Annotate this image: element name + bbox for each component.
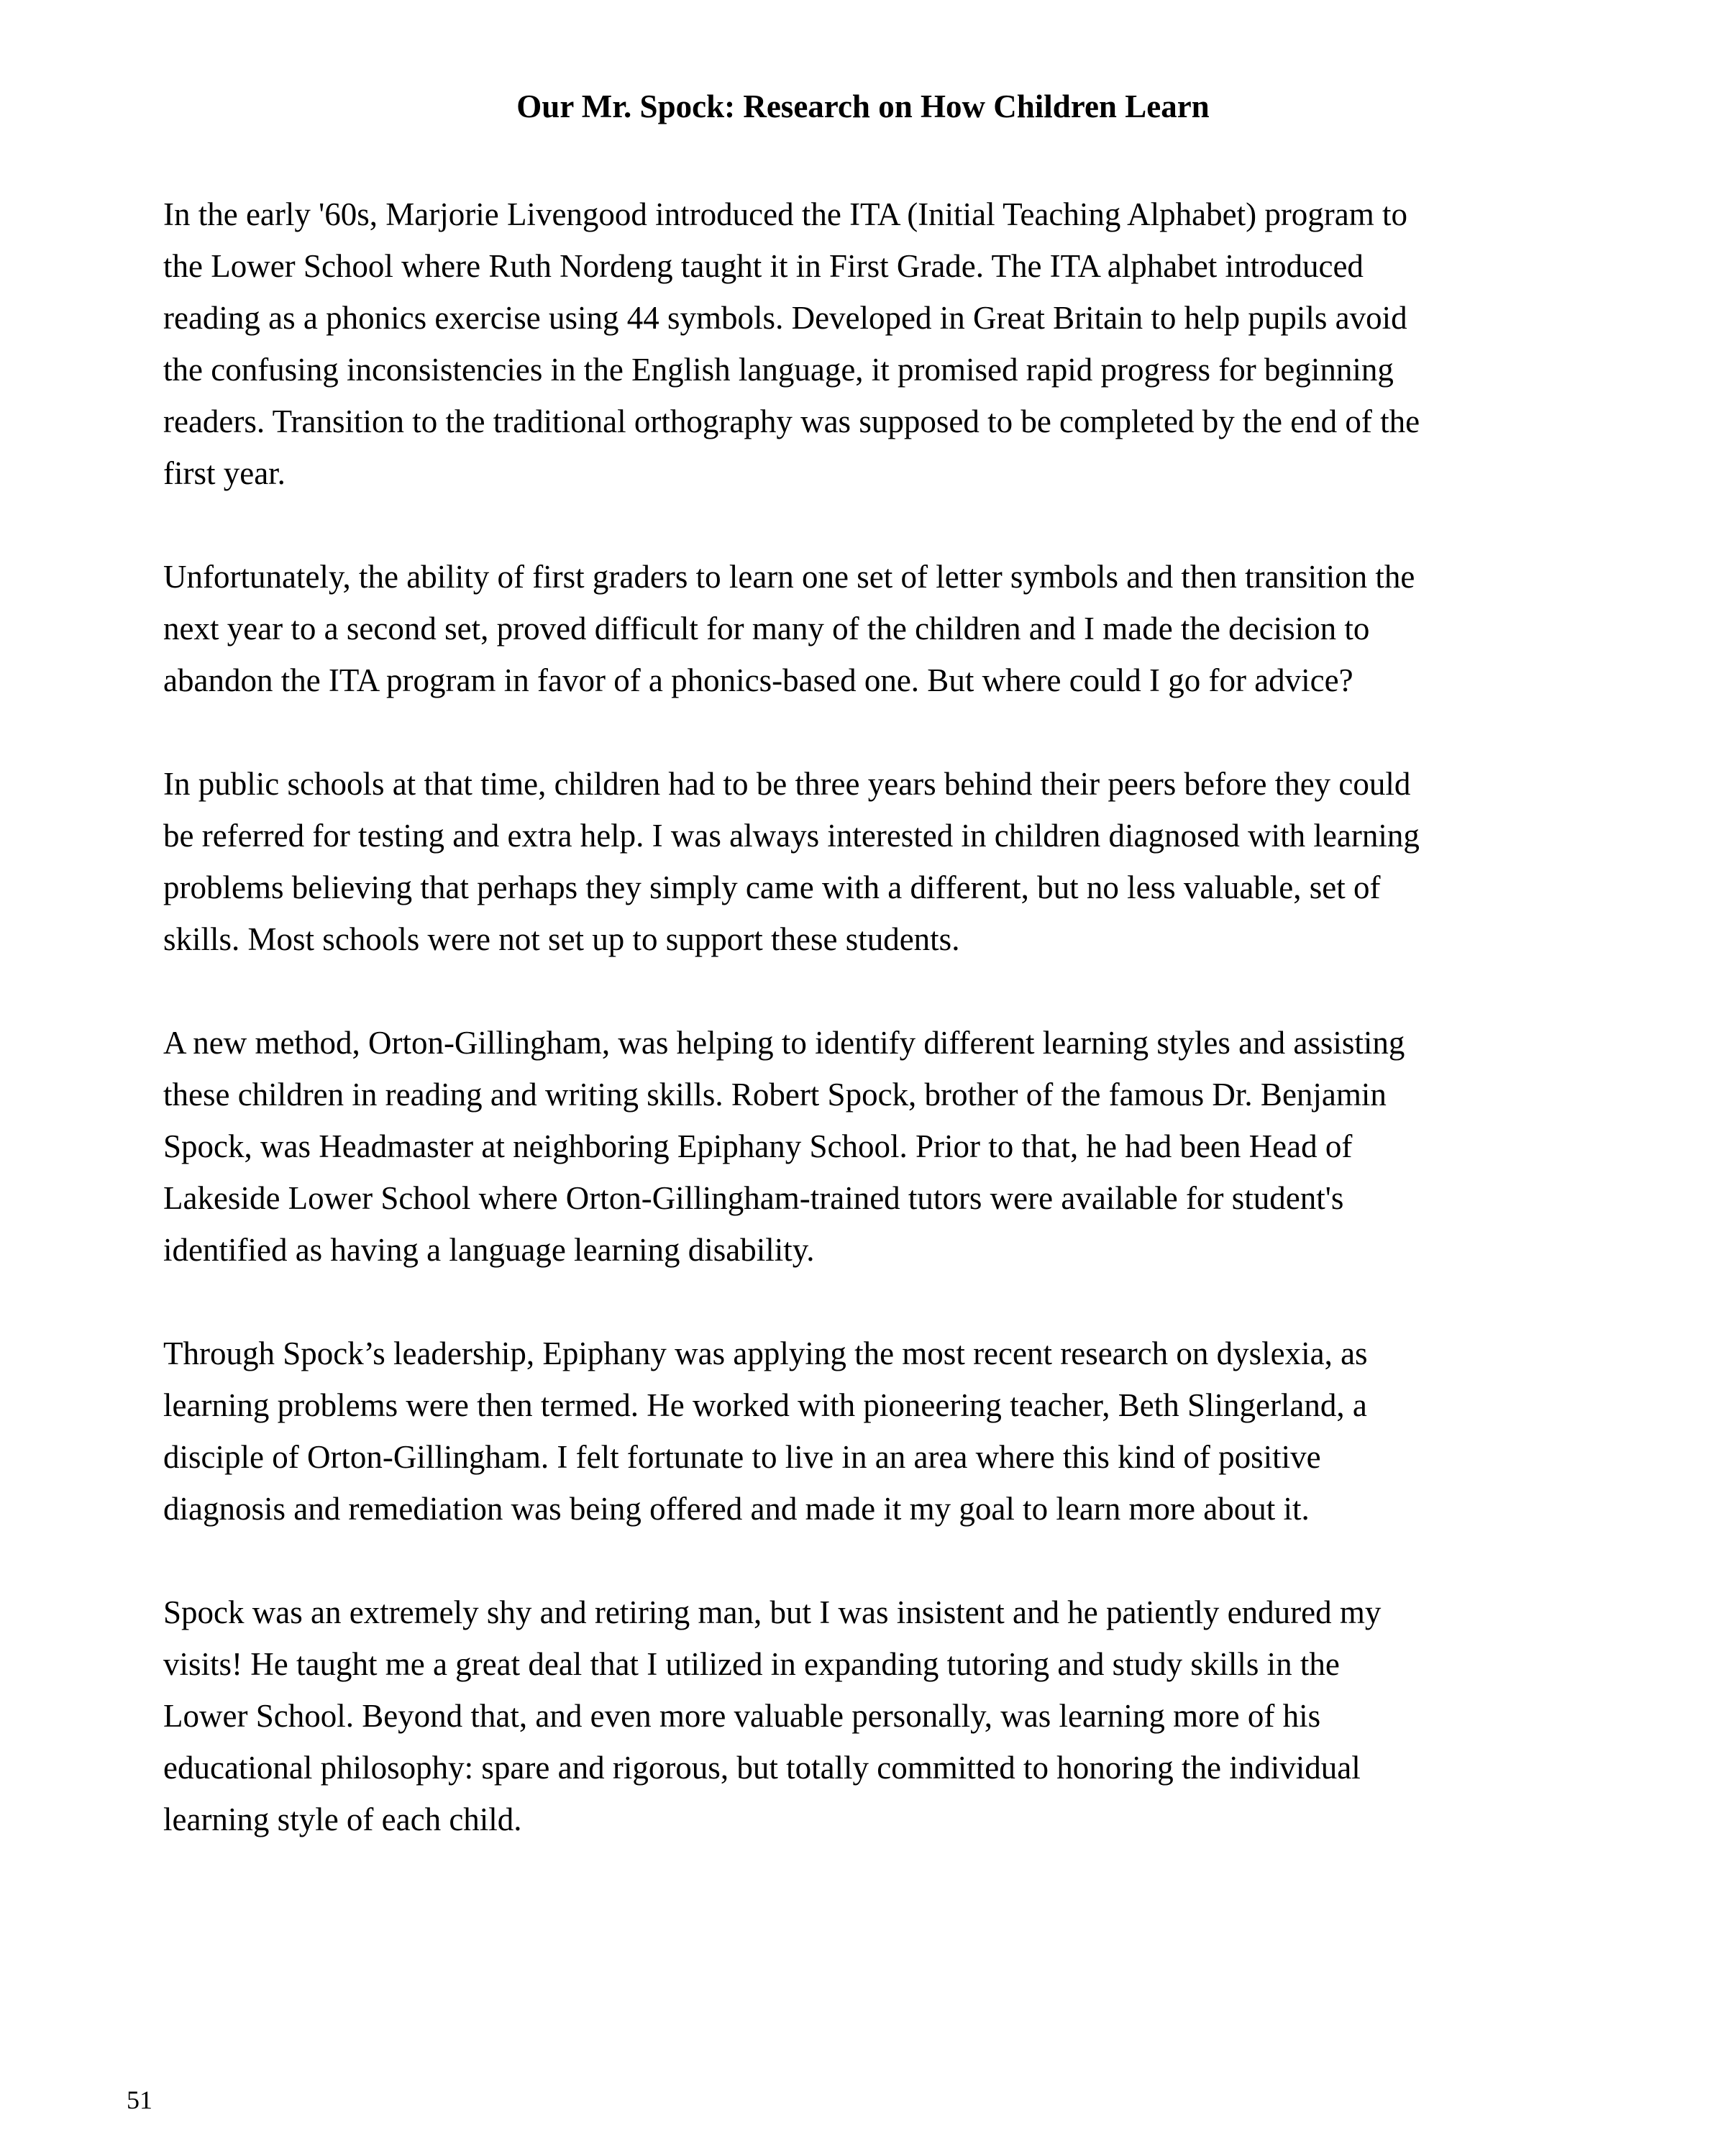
text-line: diagnosis and remediation was being offered and made it my goal to learn more about it. bbox=[163, 1491, 1310, 1527]
text-line: skills. Most schools were not set up to support these students. bbox=[163, 921, 960, 957]
text-line: disciple of Orton-Gillingham. I felt fortunate to live in an area where this kind of positive bbox=[163, 1439, 1321, 1475]
text-line: Spock, was Headmaster at neighboring Epiphany School. Prior to that, he had been Head of bbox=[163, 1128, 1353, 1164]
text-line: reading as a phonics exercise using 44 symbols. Developed in Great Britain to help pupils avoid bbox=[163, 300, 1407, 336]
text-line: the confusing inconsistencies in the English language, it promised rapid progress for beginning bbox=[163, 352, 1394, 388]
text-line: abandon the ITA program in favor of a phonics-based one. But where could I go for advice? bbox=[163, 662, 1353, 698]
text-line: these children in reading and writing skills. Robert Spock, brother of the famous Dr. Benjamin bbox=[163, 1077, 1387, 1113]
page-number: 51 bbox=[127, 2086, 152, 2114]
text-line: educational philosophy: spare and rigorous, but totally committed to honoring the individual bbox=[163, 1750, 1361, 1786]
text-line: visits! He taught me a great deal that I utilized in expanding tutoring and study skills in the bbox=[163, 1646, 1340, 1682]
paragraph-5 bbox=[163, 1328, 1573, 1535]
text-line: learning style of each child. bbox=[163, 1801, 522, 1837]
text-line: readers. Transition to the traditional orthography was supposed to be completed by the end of the bbox=[163, 403, 1420, 439]
paragraph-6 bbox=[163, 1586, 1573, 1845]
text-line: learning problems were then termed. He worked with pioneering teacher, Beth Slingerland, a bbox=[163, 1387, 1367, 1423]
text-line: Unfortunately, the ability of first graders to learn one set of letter symbols and then transition the bbox=[163, 559, 1415, 595]
paragraph-2 bbox=[163, 551, 1573, 706]
text-line: Spock was an extremely shy and retiring man, but I was insistent and he patiently endured my bbox=[163, 1594, 1382, 1630]
text-line: Through Spock’s leadership, Epiphany was applying the most recent research on dyslexia, as bbox=[163, 1335, 1368, 1371]
text-line: Lower School. Beyond that, and even more valuable personally, was learning more of his bbox=[163, 1698, 1321, 1734]
text-line: Lakeside Lower School where Orton-Gillingham-trained tutors were available for student's bbox=[163, 1180, 1344, 1216]
text-line: next year to a second set, proved difficult for many of the children and I made the decision to bbox=[163, 611, 1370, 647]
text-line: the Lower School where Ruth Nordeng taught it in First Grade. The ITA alphabet introduced bbox=[163, 248, 1364, 284]
paragraph-4 bbox=[163, 1017, 1573, 1276]
text-line: be referred for testing and extra help. I was always interested in children diagnosed with learning bbox=[163, 818, 1420, 854]
text-line: A new method, Orton-Gillingham, was helping to identify different learning styles and assisting bbox=[163, 1025, 1405, 1061]
paragraph-1 bbox=[163, 188, 1573, 499]
text-line: problems believing that perhaps they simply came with a different, but no less valuable, set of bbox=[163, 869, 1381, 905]
text-line: In public schools at that time, children had to be three years behind their peers before they could bbox=[163, 766, 1411, 802]
page-title: Our Mr. Spock: Research on How Children Learn bbox=[516, 88, 1210, 124]
text-line: first year. bbox=[163, 455, 286, 491]
paragraph-3 bbox=[163, 758, 1573, 965]
text-line: In the early '60s, Marjorie Livengood introduced the ITA (Initial Teaching Alphabet) program to bbox=[163, 196, 1408, 232]
text-line: identified as having a language learning disability. bbox=[163, 1232, 815, 1268]
body-text bbox=[163, 188, 1573, 1897]
